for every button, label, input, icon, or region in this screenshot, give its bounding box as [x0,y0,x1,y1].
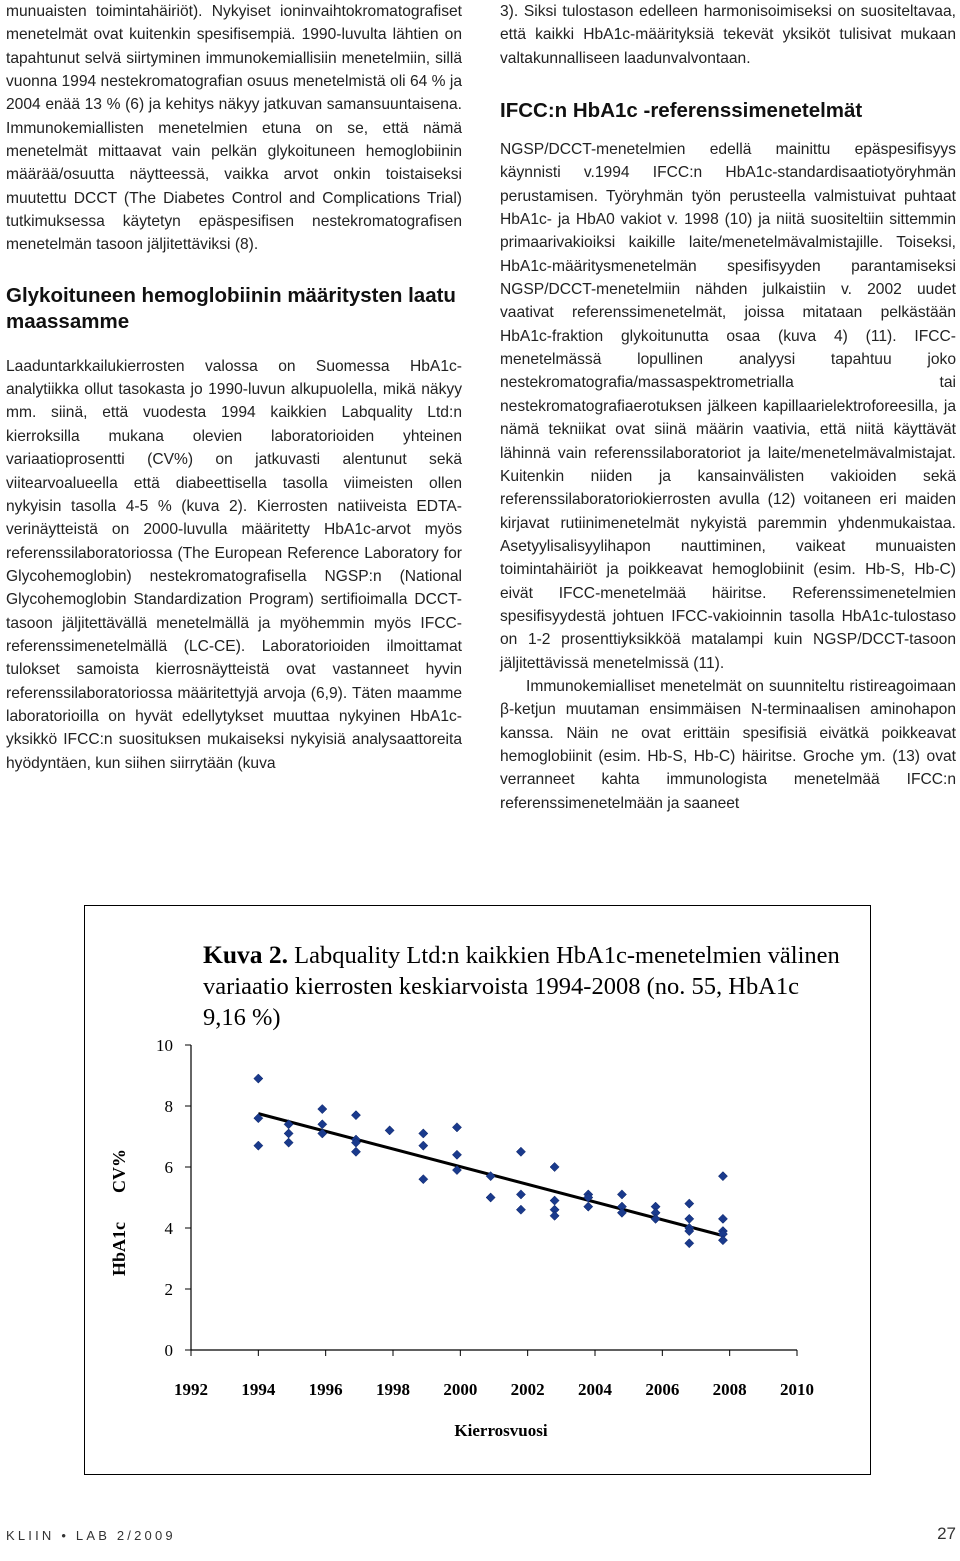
data-point [685,1239,694,1248]
data-point [318,1104,327,1113]
section-heading-ifcc: IFCC:n HbA1c -referenssimenetelmät [500,99,863,123]
y-tick-label: 10 [156,1036,173,1055]
left-column [6,0,462,775]
y-axis-label-hba1c: HbA1c [109,1222,129,1276]
y-tick-label: 2 [164,1280,173,1299]
data-point [516,1190,525,1199]
right-paragraph-3: Immunokemialliset menetelmät on suunniteltu ristireagoimaan β-ketjun muutaman ensimmäisen N-terminaalisen aminohapon kanssa. Näin ne ovat erittäin spesifisiä eivätkä poikkeavat hemoglobiinit (esim. Hb-S, Hb-C) häiritse. Groche ym. (13) ovat verranneet kahta immunologista menetelmää IFCC:n referenssimenetelmään ja saaneet [500,677,956,812]
section-heading-quality: Glykoituneen hemoglobiinin määritysten laatu maassamme [6,283,456,333]
data-point [550,1162,559,1171]
data-point [385,1126,394,1135]
x-tick-label: 2000 [443,1380,478,1399]
left-paragraph-2: Laaduntarkkailukierrosten valossa on Suomessa HbA1c-analytiikka ollut tasokasta jo 1990-luvun alkupuolella, mikä näkyy mm. siinä, että vuodesta 1994 kaikkien Labquality Ltd:n kierroksilla mukana olevien laboratorioiden yhteinen variaatioprosentti (CV%) on jatkuvasti alentunut sekä viitearvoalueella että diabeettisella tasolla viimeisten ollen nykyisin tasolla 4-5 % (kuva 2). Kierrosten natiiveista EDTA-verinäytteistä on 2000-luvulla määritetty HbA1c-arvot myös referenssilaboratoriossa (The European Reference Laboratory for Glycohemoglobin) nestekromatografisella NGSP:n (National Glycohemoglobin Standardization Program) sertifioimalla DCCT-tasoon jäljitettävällä menetelmällä ja myöhemmin myös IFCC-referenssimenetelmällä (LC-CE). Laboratorioiden ilmoittamat tulokset samoista kierrosnäytteistä ovat vastanneet hyvin referenssilaboratoriossa määritettyjä arvoja (6,9). Täten maamme laboratorioilla on hyvät edellytykset muuttaa nykyinen HbA1c-yksikkö IFCC:n suosituksen mukaiseksi nykyisiä analysaattoreita hyödyntäen, kun siihen siirrytään (kuva [6,357,462,772]
figure-2 [84,905,871,1475]
x-axis-label: Kierrosvuosi [454,1421,548,1440]
y-tick-label: 8 [164,1097,173,1116]
y-tick-label: 4 [164,1219,173,1238]
data-point [718,1172,727,1181]
data-point [318,1120,327,1129]
data-point [718,1214,727,1223]
x-tick-label: 2006 [645,1380,680,1399]
data-point [419,1129,428,1138]
data-point [284,1129,293,1138]
data-point [516,1205,525,1214]
left-paragraph-1: munuaisten toimintahäiriöt). Nykyiset ioninvaihtokromatografiset menetelmät ovat kuitenkin spesifisempiä. 1990-luvulta lähtien on tapahtunut selvä siirtyminen immunokemiallisiin menetelmiin, sillä vuonna 1994 nestekromatografian osuus menetelmistä oli 64 % ja 2004 enää 13 % (6) ja kehitys näkyy jatkuvan samansuuntaisena. Immunokemiallisten menetelmien etuna on se, että nämä menetelmät mittaavat vain pelkän glykoituneen hemoglobiinin määrää/osuutta näytteessä, vaikka arvot onkin toistaiseksi muutettu DCCT (The Diabetes Control and Complications Trial) tutkimuksessa käytetyn epäspesifisen nestekromatografisen menetelmän tasoon jäljitettäviksi (8). [6,3,462,254]
data-point [550,1196,559,1205]
x-tick-label: 1996 [308,1380,343,1399]
page-footer [6,1524,956,1554]
x-tick-label: 1992 [174,1380,208,1399]
data-point [452,1150,461,1159]
x-tick-label: 2008 [712,1380,747,1399]
data-point [419,1175,428,1184]
data-point [685,1214,694,1223]
x-tick-label: 2010 [780,1380,814,1399]
data-point [617,1190,626,1199]
data-point [550,1211,559,1220]
data-point [486,1193,495,1202]
x-tick-label: 1994 [241,1380,276,1399]
y-tick-label: 6 [164,1158,173,1177]
data-point [584,1202,593,1211]
data-point [254,1141,263,1150]
data-point [685,1199,694,1208]
data-point [254,1074,263,1083]
data-point [419,1141,428,1150]
chart-title-text: Labquality Ltd:n kaikkien HbA1c-menetelmien välinen variaatio kierrosten keskiarvoista 1994-2008 (no. 55, HbA1c 9,16 %) [203,942,840,1031]
journal-name: KLIIN • LAB 2/2009 [6,1528,176,1543]
chart-title-prefix: Kuva 2. [203,940,289,969]
data-point [452,1123,461,1132]
right-paragraph-2: NGSP/DCCT-menetelmien edellä mainittu epäspesifisyys käynnisti v.1994 IFCC:n HbA1c-standardisaatiotyöryhmän perustamisen. Työryhmän työn perusteella valmistuivat puhtaat HbA1c- ja HbA0 vakiot v. 1998 (10) ja niitä suositeltiin sittemmin primaarivakioiksi kaikille laite/menetelmävalmistajille. Toiseksi, HbA1c-määritysmenetelmän spesifisyyden parantamiseksi NGSP/DCCT-menetelmiin nähden julkaistiin v. 2002 uudet vaativat referenssimenetelmät, joissa mitataan pelkästään HbA1c-fraktion glykoitunutta osaa (kuva 4) (11). IFCC-menetelmässä lopullinen analyysi tapahtuu joko nestekromatografia/massaspektrometrialla tai nestekromatografiaerotuksen jälkeen kapillaarielektroforeesilla, ja nämä tekniikat ovat siinä määrin vaativia, että niitä käyttävät lähinnä vain referenssilaboratoriot ja laite/menetelmävalmistajat. Kuitenkin niiden ja kansainvälisten vakioiden sekä referenssilaboratoriokierrosten avulla (12) voitaneen eri maiden kirjavat rutiinimenetelmät nykyistä paremmin yhdenmukaistaa. Asetyylisalisyylihapon nauttiminen, vaikeat munuaisten toimintahäiriöt ja poikkeavat hemoglobiinit (esim. Hb-S, Hb-C) eivät IFCC-menetelmää häiritse. Referenssimenetelmien spesifisyydestä johtuen IFCC-vakioinnin tasolla HbA1c-tulostaso on 1-2 prosenttiyksikköä matalampi kuin NGSP/DCCT-tasoon jäljitettävissä menetelmissä (11). [500,141,956,672]
data-point [718,1236,727,1245]
chart-title [203,939,843,1033]
data-point [284,1138,293,1147]
data-point [351,1111,360,1120]
right-column [500,0,956,815]
data-point [516,1147,525,1156]
y-axis-label-cv: CV% [109,1149,129,1193]
y-tick-label: 0 [164,1341,173,1360]
right-paragraph-1: 3). Siksi tulostason edelleen harmonisoimiseksi on suositeltavaa, että kaikki HbA1c-määrityksiä tekevät yksiköt tulisivat mukaan valtakunnalliseen laadunvalvontaan. [500,3,956,67]
x-tick-label: 2002 [510,1380,545,1399]
data-point [351,1147,360,1156]
x-tick-label: 1998 [376,1380,410,1399]
x-tick-label: 2004 [578,1380,612,1399]
page-number: 27 [937,1524,956,1543]
